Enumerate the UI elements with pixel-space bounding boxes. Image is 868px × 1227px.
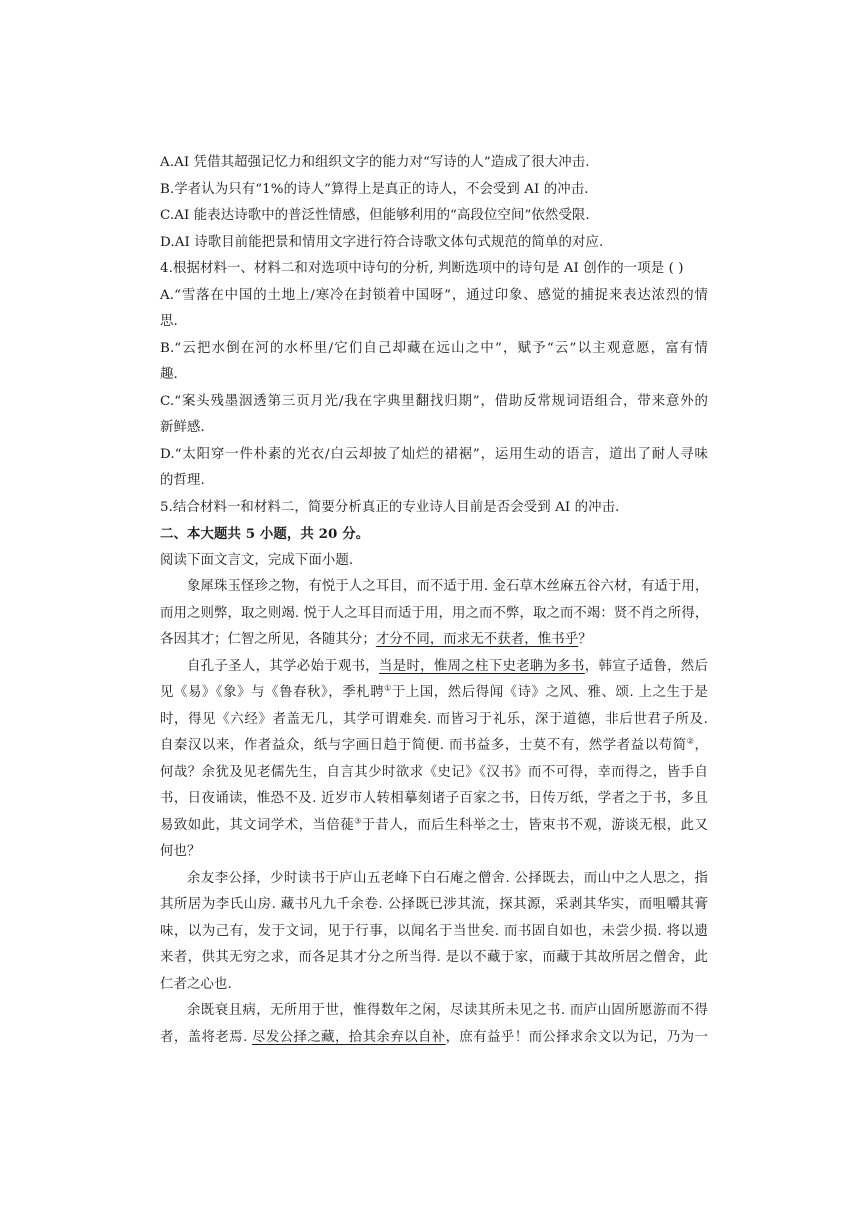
footnote-marker: ③ — [354, 816, 362, 826]
passage-p2-line: 书，日夜诵读，惟恐不及. 近岁市人转相摹刻诸子百家之书，日传万纸，学者之于书，多且 — [160, 791, 708, 806]
passage-p4-line: 者，盖将老焉. 尽发公择之藏，拾其余弃以自补，庶有益乎！而公择求余文以为记，乃为一 — [160, 1029, 708, 1045]
passage-p2-line: 时，得见《六经》者盖无几，其学可谓难矣. 而皆习于礼乐，深于道德，非后世君子所及. — [160, 711, 708, 727]
q4-option-c-line2: 新鲜感. — [160, 420, 205, 435]
underlined-sentence: 尽发公择之藏，拾其余弃以自补 — [252, 1029, 446, 1045]
passage-p1-line: 各因其才；仁智之所见，各随其分；才分不同，而求无不获者，惟书乎？ — [160, 632, 592, 647]
q4-option-d-line1: D.“太阳穿一件朴素的光衣/白云却披了灿烂的裙裾”，运用生动的语言，道出了耐人寻味 — [160, 446, 708, 462]
underlined-sentence: 才分不同，而求无不获者，惟书乎 — [375, 632, 579, 647]
q4-option-b-line2: 趣. — [160, 367, 178, 382]
passage-p3-line: 余友李公择，少时读书于庐山五老峰下白石庵之僧舍. 公择既去，而山中之人思之，指 — [187, 870, 708, 886]
passage-p3-line: 来者，供其无穷之求，而各足其才分之所当得. 是以不藏于家，而藏于其故所居之僧舍，此 — [160, 950, 708, 965]
q4-option-a-line2: 思. — [160, 314, 178, 329]
underlined-sentence: 当是时，惟周之柱下史老聃为多书 — [379, 658, 585, 674]
option-a-q3: A.AI 凭借其超强记忆力和组织文字的能力对“写诗的人”造成了很大冲击. — [160, 155, 590, 170]
passage-p4-line: 余既衰且病，无所用于世，惟得数年之闲，尽读其所未见之书. 而庐山固所愿游而不得 — [187, 1003, 708, 1018]
passage-p2-line: 易致如此，其文词学术，当倍蓰③于昔人，而后生科举之士，皆束书不观，游谈无根，此又 — [160, 816, 709, 833]
question-4-stem: 4.根据材料一、材料二和对选项中诗句的分析, 判断选项中的诗句是 AI 创作的一项是 ( ) — [160, 261, 684, 276]
option-c-q3: C.AI 能表达诗歌中的普泛性情感，但能够利用的“高段位空间”依然受限. — [160, 208, 590, 223]
footnote-marker: ② — [686, 736, 695, 746]
passage-p3-line: 味，以为己有，发于文词，见于行事，以闻名于当世矣. 而书固自如也，未尝少损. 将以遗 — [160, 923, 708, 939]
question-5: 5.结合材料一和材料二，简要分析真正的专业诗人目前是否会受到 AI 的冲击. — [160, 499, 620, 515]
passage-p2-line: 何哉？余犹及见老儒先生，自言其少时欲求《史记》《汉书》而不可得，幸而得之，皆手自 — [160, 764, 708, 780]
passage-p1-line: 象犀珠玉怪珍之物，有悦于人之耳目，而不适于用. 金石草木丝麻五谷六材，有适于用， — [187, 579, 709, 594]
footnote-marker: ① — [384, 683, 392, 693]
passage-p2-line: 何也？ — [160, 844, 201, 859]
passage-p1-line: 而用之则弊，取之则竭. 悦于人之耳目而适于用，用之而不弊，取之而不竭：贤不肖之所得， — [160, 605, 709, 621]
q4-option-a-line1: A.“雪落在中国的土地上/寒冷在封锁着中国呀”，通过印象、感觉的捕捉来表达浓烈的情 — [160, 287, 708, 303]
q4-option-b-line1: B.“云把水倒在河的水杯里/它们自己却藏在远山之中”，赋予“云”以主观意愿，富有情 — [160, 340, 708, 356]
option-b-q3: B.学者认为只有“1%的诗人”算得上是真正的诗人，不会受到 AI 的冲击. — [160, 181, 589, 197]
passage-p2-line: 自秦汉以来，作者益众，纸与字画日趋于简便. 而书益多，士莫不有，然学者益以苟简②， — [160, 736, 708, 753]
passage-p3-line: 其所居为李氏山房. 藏书凡九千余卷. 公择既已涉其流，探其源，采剥其华实，而咀嚼其膏 — [160, 897, 708, 912]
section-2-heading: 二、本大题共 5 小题，共 20 分。 — [160, 526, 370, 542]
option-d-q3: D.AI 诗歌目前能把景和情用文字进行符合诗歌文体句式规范的简单的对应. — [160, 234, 604, 250]
section-2-instruction: 阅读下面文言文，完成下面小题. — [160, 552, 354, 568]
q4-option-c-line1: C.“案头残墨洇透第三页月光/我在字典里翻找归期”，借助反常规词语组合，带来意外的 — [160, 393, 708, 409]
exam-page — [160, 150, 708, 1051]
passage-p3-line: 仁者之心也. — [160, 976, 232, 992]
q4-option-d-line2: 的哲理. — [160, 473, 205, 488]
passage-p2-line: 自孔子圣人，其学必始于观书，当是时，惟周之柱下史老聃为多书，韩宣子适鲁，然后 — [187, 658, 709, 674]
passage-p2-line: 见《易》《象》与《鲁春秋》，季札聘①于上国，然后得闻《诗》之风、雅、颂. 上之生于是 — [160, 683, 708, 700]
